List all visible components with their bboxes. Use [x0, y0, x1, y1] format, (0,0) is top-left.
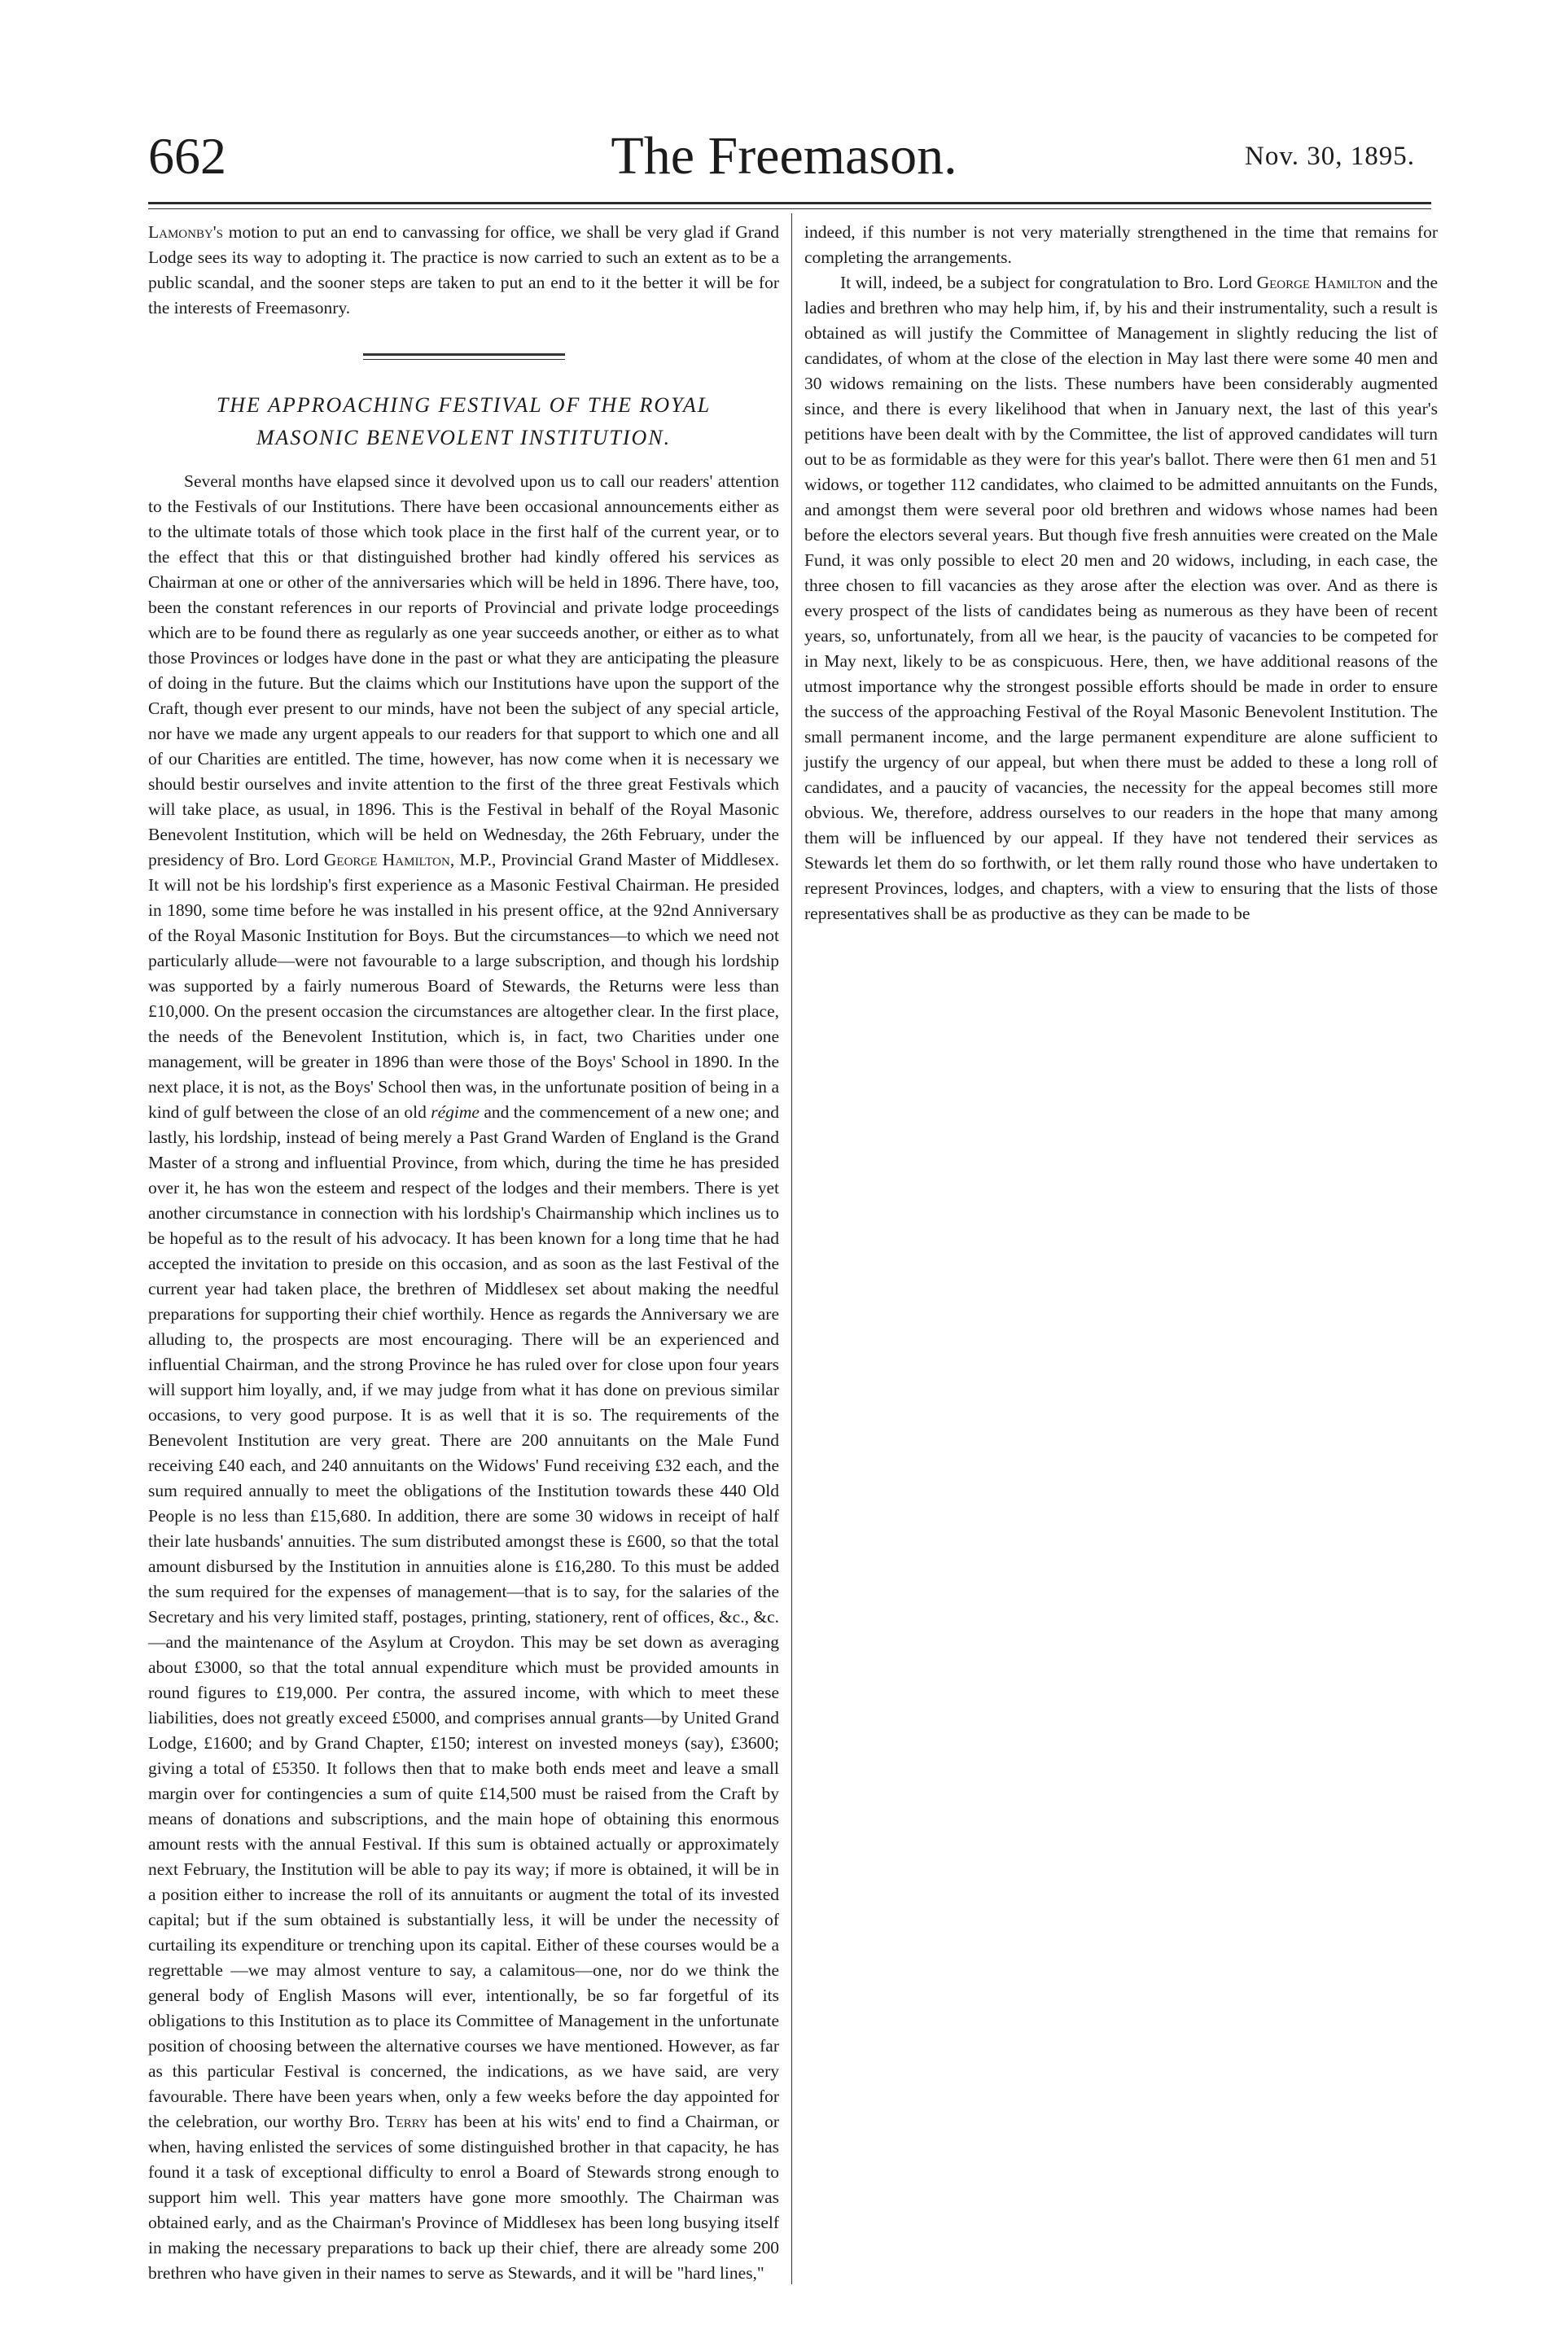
section-rule-thin — [363, 359, 565, 360]
article-paragraph-1-continued — [804, 220, 1438, 270]
article-title — [148, 389, 779, 454]
paragraph-1-text-a: Several months have elapsed since it devolved upon us to call our readers' attention to the Festivals of our Institutions. There have been occasional announcements either as to the ultimate totals of those which took place in the first half of the current year, or to the effect that this or that distinguished brother had kindly offered his services as Chairman at one or other of the anniversaries which will be held in 1896. There have, too, been the constant references in our reports of Provincial and private lodge proceedings which are to be found there as regularly as one year succeeds another, or either as to what those Provinces or lodges have done in the past or what they are anticipating the pleasure of doing in the future. But the claims which our Institutions have upon the support of the Craft, though ever present to our minds, have not been the subject of any special article, nor have we made any urgent appeals to our readers for that support to which one and all of our Charities are entitled. The time, however, has now come when it is necessary we should bestir ourselves and invite attention to the first of the three great Festivals which will take place, as usual, in 1896. This is the Festival in behalf of the Royal Masonic Benevolent Institution, which will be held on Wednesday, the 26th February, under the presidency of Bro. Lord — [148, 471, 779, 869]
italic-regime: régime — [431, 1102, 480, 1122]
intro-text: motion to put an end to canvassing for office, we shall be very glad if Grand Lodge sees its way to adopting it. The practice is now carried to such an extent as to be a public scandal, and the sooner steps are taken to put an end to it the better it will be for the interests of Freemasonry. — [148, 222, 779, 317]
chairman-name-2: George Hamilton — [1256, 273, 1382, 292]
paragraph-2-text-b: and the ladies and brethren who may help him, if, by his and their instrumentality, such a result is obtained as will justify the Committee of Management in slightly reducing the list of candidates, of whom at the close of the election in May last there were some 40 men and 30 widows remaining on the lists. These numbers have been considerably augmented since, and there is every likelihood that when in January next, the last of this year's petitions have been dealt with by the Committee, the list of approved candidates will turn out to be as formidable as they were for this year's ballot. There were then 61 men and 51 widows, or together 112 candidates, who claimed to be admitted annuitants on the Funds, and amongst them were several poor old brethren and widows whose names had been before the electors several years. But though five fresh annuities were created on the Male Fund, it was only possible to elect 20 men and 20 widows, including, in each case, the three chosen to fill vacancies as they arose after the election was over. And as there is every prospect of the lists of candidates being as numerous as they have been of recent years, so, unfortunately, from all we hear, is the paucity of vacancies to be competed for in May next, likely to be as conspicuous. Here, then, we have additional reasons of the utmost importance why the strongest possible efforts should be made in order to ensure the success of the approaching Festival of the Royal Masonic Benevolent Institution. The small permanent income, and the large permanent expenditure are alone sufficient to justify the urgency of our appeal, but when there must be added to these a long roll of candidates, and a paucity of vacancies, the necessity for the appeal becomes still more obvious. We, therefore, address ourselves to our readers in the hope that many among them will be influenced by our appeal. If they have not tendered their services as Stewards let them do so forthwith, or let them rally round those who have undertaken to represent Provinces, lodges, and chapters, with a view to ensuring that the lists of those representatives shall be as productive as they can be made to be — [804, 273, 1439, 923]
paragraph-1-text-d: has been at his wits' end to find a Chairman, or when, having enlisted the services of some distinguished brother in that capacity, he has found it a task of exceptional difficulty to enrol a Board of Stewards strong enough to support him well. This year matters have gone more smoothly. The Chairman was obtained early, and as the Chairman's Province of Middlesex has been long busying itself in making the necessary preparations to back up their chief, there are already some 200 brethren who have given in their names to serve as Stewards, and it will be "hard lines," — [148, 2112, 779, 2283]
issue-date: Nov. 30, 1895. — [1245, 142, 1415, 171]
intro-paragraph — [148, 220, 779, 321]
left-column — [148, 220, 779, 2286]
secretary-name: Terry — [385, 2112, 428, 2131]
masthead-title: The Freemason. — [611, 126, 957, 186]
header-rule-thin — [148, 208, 1431, 209]
paragraph-1-text-d-continued: indeed, if this number is not very materially strengthened in the time that remains for completing the arrangements. — [804, 222, 1438, 267]
paragraph-2-text-a: It will, indeed, be a subject for congratulation to Bro. Lord — [840, 273, 1257, 292]
section-rule-thick — [363, 353, 565, 356]
paragraph-1-text-c: and the commencement of a new one; and lastly, his lordship, instead of being merely a Past Grand Warden of England is the Grand Master of a strong and influential Province, from which, during the time he has presided over it, he has won the esteem and respect of the lodges and their members. There is yet another circumstance in connection with his lordship's Chairmanship which inclines us to be hopeful as to the result of his advocacy. It has been known for a long time that he had accepted the invitation to preside on this occasion, and as soon as the last Festival of the current year had taken place, the brethren of Middlesex set about making the needful preparations for supporting their chief worthily. Hence as regards the Anniversary we are alluding to, the prospects are most encouraging. There will be an experienced and influential Chairman, and the strong Province he has ruled over for close upon four years will support him loyally, and, if we may judge from what it has done on previous similar occasions, to very good purpose. It is as well that it is so. The requirements of the Benevolent Institution are very great. There are 200 annuitants on the Male Fund receiving £40 each, and 240 annuitants on the Widows' Fund receiving £32 each, and the sum required annually to meet the obligations of the Institution towards these 440 Old People is no less than £15,680. In addition, there are some 30 widows in receipt of half their late husbands' annuities. The sum distributed amongst these is £600, so that the total amount disbursed by the Institution in annuities alone is £16,280. To this must be added the sum required for the expenses of management—that is to say, for the salaries of the Secretary and his very limited staff, postages, printing, stationery, rent of offices, &c., &c.—and the maintenance of the Asylum at Croydon. This may be set down as averaging about £3000, so that the total annual expenditure which must be provided amounts in round figures to £19,000. Per contra, the assured income, with which to meet these liabilities, does not greatly exceed £5000, and comprises annual grants—by United Grand Lodge, £1600; and by Grand Chapter, £150; interest on invested moneys (say), £3600; giving a total of £5350. It follows then that to make both ends meet and leave a small margin over for contingencies a sum of quite £14,500 must be raised from the Craft by means of donations and subscriptions, and the main hope of obtaining this enormous amount rests with the annual Festival. If this sum is obtained actually or approximately next February, the Institution will be able to pay its way; if more is obtained, it will be in a position either to increase the roll of its annuitants or augment the total of its invested capital; but if the sum obtained is substantially less, it will be under the necessity of curtailing its expenditure or trenching upon its capital. Either of these courses would be a regrettable —we may almost venture to say, a calamitous—one, nor do we think the general body of English Masons will ever, intentionally, be so far forgetful of its obligations to this Institution as to place its Committee of Management in the unfortunate position of choosing between the alternative courses we have mentioned. However, as far as this particular Festival is concerned, the indications, as we have said, are very favourable. There have been years when, only a few weeks before the day appointed for the celebration, our worthy Bro. — [148, 1102, 779, 2131]
header-rule-thick — [148, 202, 1431, 204]
article-paragraph-1 — [148, 469, 779, 2286]
article-title-line-1: THE APPROACHING FESTIVAL OF THE ROYAL — [216, 393, 712, 417]
right-column — [804, 220, 1438, 926]
article-paragraph-2 — [804, 270, 1438, 926]
article-title-line-2: MASONIC BENEVOLENT INSTITUTION. — [256, 426, 672, 449]
chairman-name: George Hamilton — [323, 850, 450, 869]
column-divider — [791, 213, 792, 2284]
paragraph-1-text-b: , M.P., Provincial Grand Master of Middlesex. It will not be his lordship's first experience as a Masonic Festival Chairman. He presided in 1890, some time before he was installed in his present office, at the 92nd Anniversary of the Royal Masonic Institution for Boys. But the circumstances—to which we need not particularly allude—were not favourable to a large subscription, and though his lordship was supported by a fairly numerous Board of Stewards, the Returns were less than £10,000. On the present occasion the circumstances are altogether clear. In the first place, the needs of the Benevolent Institution, which is, in fact, two Charities under one management, will be greater in 1896 than were those of the Boys' School in 1890. In the next place, it is not, as the Boys' School then was, in the unfortunate position of being in a kind of gulf between the close of an old — [148, 850, 779, 1122]
page-number: 662 — [148, 127, 226, 185]
intro-name: Lamonby's — [148, 222, 224, 242]
